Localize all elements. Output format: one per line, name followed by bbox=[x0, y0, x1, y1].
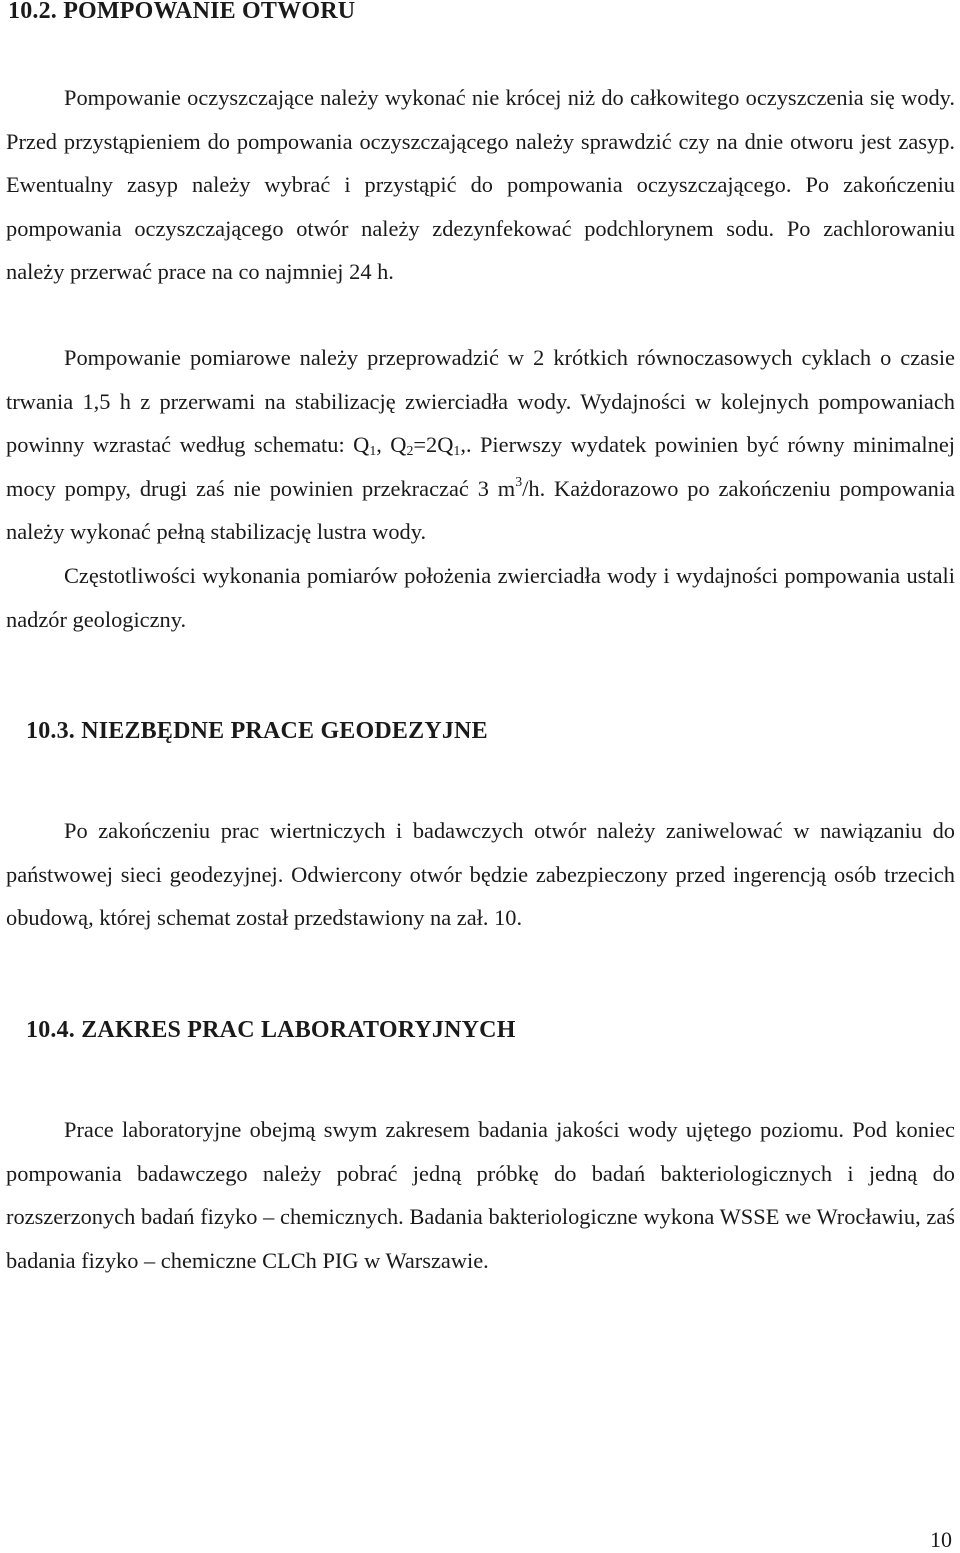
paragraph-pompowanie-oczyszczajace: Pompowanie oczyszczające należy wykonać nie krócej niż do całkowitego oczyszczenia się wody. Przed przystąpieniem do pompowania oczyszczającego należy sprawdzić czy na dnie otworu jest zasyp. Ewentualny zasyp należy wybrać i przystąpić do pompowania oczyszczającego. Po zakończeniu pompowania oczyszczającego otwór należy zdezynfekować podchlorynem sodu. Po zachlorowaniu należy przerwać prace na co najmniej 24 h. bbox=[6, 85, 955, 285]
paragraph-prace-laboratoryjne: Prace laboratoryjne obejmą swym zakresem badania jakości wody ujętego poziomu. Pod koniec pompowania badawczego należy pobrać jedną próbkę do badań bakteriologicznych i jedną do rozszerzonych badań fizyko – chemicznych. Badania bakteriologiczne wykona WSSE we Wrocławiu, zaś badania fizyko – chemiczne CLCh PIG w Warszawie. bbox=[6, 1117, 955, 1273]
section-heading-10-4: 10.4. ZAKRES PRAC LABORATORYJNYCH bbox=[26, 1017, 516, 1043]
paragraph-czestotliwosci-pomiarow: Częstotliwości wykonania pomiarów położenia zwierciadła wody i wydajności pompowania ustali nadzór geologiczny. bbox=[6, 563, 955, 632]
paragraph-pompowanie-pomiarowe: Pompowanie pomiarowe należy przeprowadzić w 2 krótkich równoczasowych cyklach o czasie trwania 1,5 h z przerwami na stabilizację zwierciadła wody. Wydajności w kolejnych pompowaniach powinny wzrastać według schematu: $Q_1$, $Q_2=2Q_1$,. Pierwszy wydatek powinien być równy minimalnej mocy pompy, drugi zaś nie powinien przekraczać 3 $m^3/h$. Każdorazowo po zakończeniu pompowania należy wykonać pełną stabilizację lustra wody. bbox=[6, 345, 955, 545]
section-heading-10-2: 10.2. POMPOWANIE OTWORU bbox=[8, 0, 356, 24]
page-number: 10 bbox=[930, 1527, 952, 1552]
section-heading-10-3: 10.3. NIEZBĘDNE PRACE GEODEZYJNE bbox=[26, 718, 488, 744]
paragraph-prace-geodezyjne: Po zakończeniu prac wiertniczych i badawczych otwór należy zaniwelować w nawiązaniu do państwowej sieci geodezyjnej. Odwiercony otwór będzie zabezpieczony przed ingerencją osób trzecich obudową, której schemat został przedstawiony na zał. 10. bbox=[6, 818, 955, 931]
